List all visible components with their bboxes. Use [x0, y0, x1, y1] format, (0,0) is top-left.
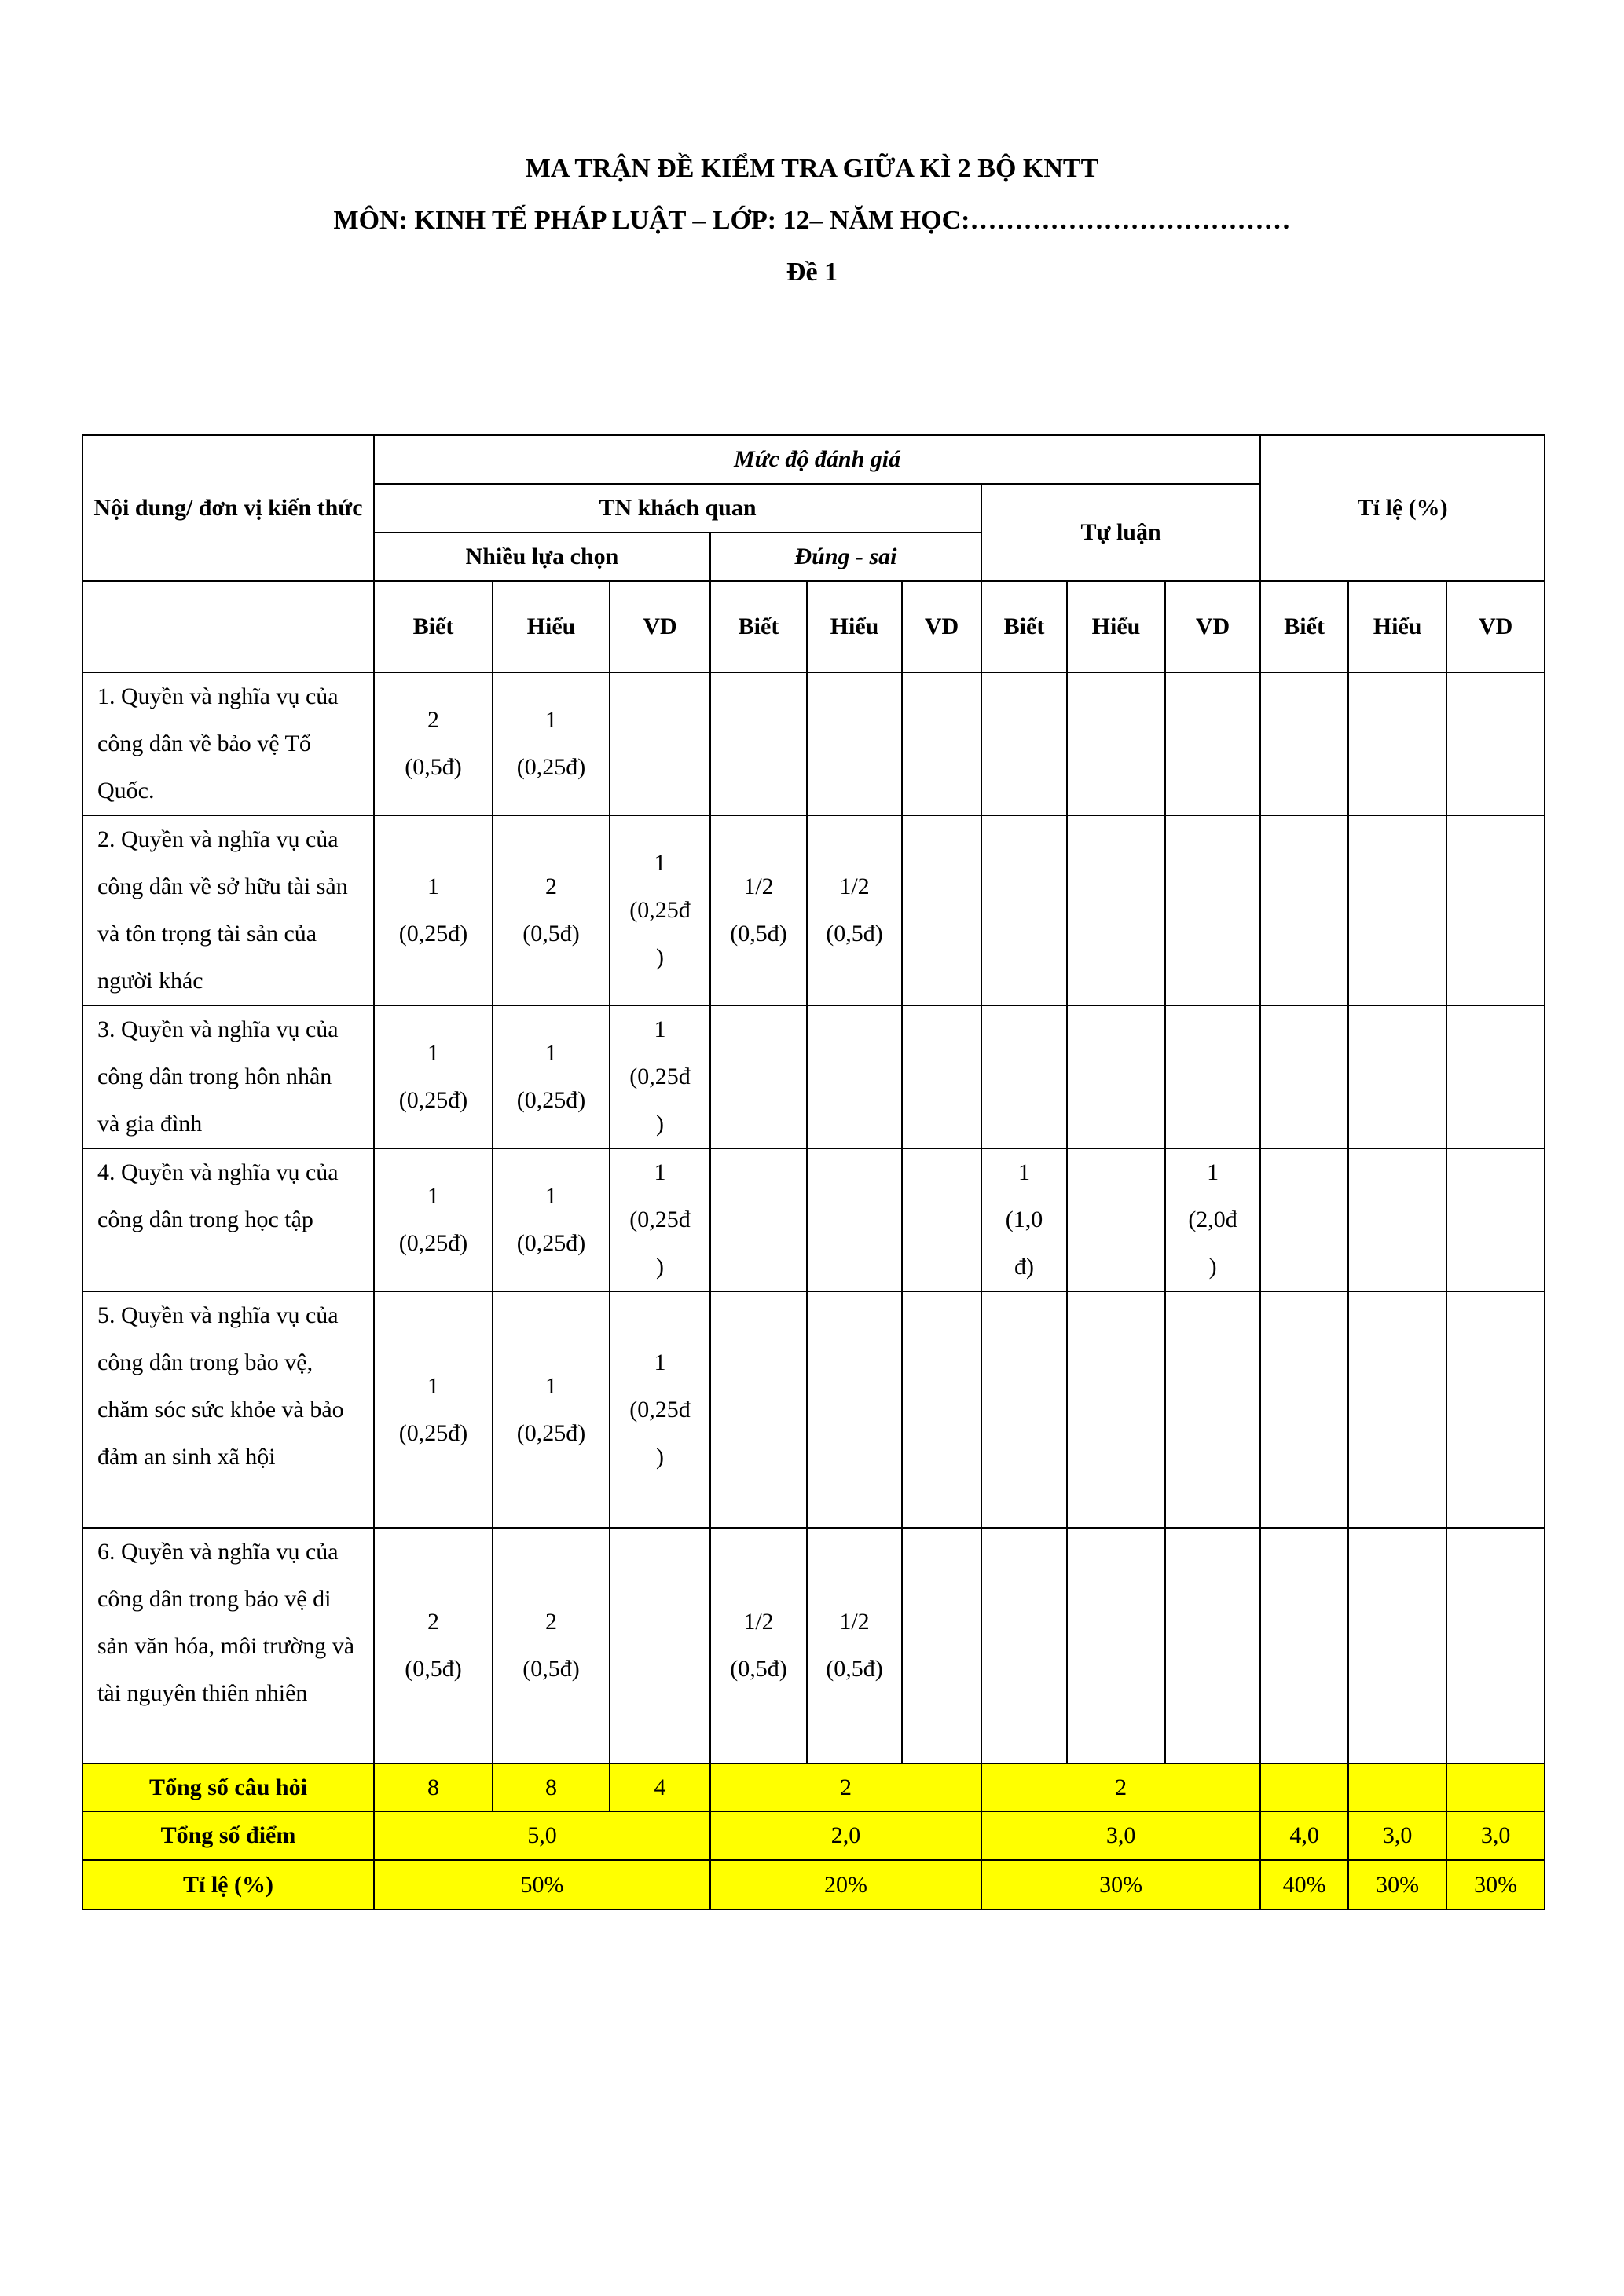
mc-total: 50% — [374, 1860, 710, 1910]
value-cell — [1165, 815, 1260, 1005]
empty-cell — [82, 581, 374, 672]
table-row — [82, 672, 1545, 815]
value-cell — [1067, 1528, 1165, 1763]
value-cell — [1446, 1005, 1545, 1148]
ratio-total: 30% — [1348, 1860, 1446, 1910]
header-level: Mức độ đánh giá — [374, 435, 1260, 484]
header-tn: TN khách quan — [374, 484, 981, 533]
tf-total: 20% — [710, 1860, 981, 1910]
value-cell — [981, 1291, 1067, 1528]
tf-total: 2,0 — [710, 1811, 981, 1860]
value-cell: 2 (0,5đ) — [374, 1528, 493, 1763]
value-cell: 2 (0,5đ) — [374, 672, 493, 815]
level-header: VD — [902, 581, 981, 672]
table-row — [82, 1291, 1545, 1528]
essay-total: 3,0 — [981, 1811, 1260, 1860]
value-cell — [1067, 1148, 1165, 1291]
value-cell: 1 (0,25đ) — [493, 1005, 610, 1148]
essay-total: 2 — [981, 1763, 1260, 1811]
document-title: MA TRẬN ĐỀ KIỂM TRA GIỮA KÌ 2 BỘ KNTT — [525, 154, 1099, 183]
value-cell — [1067, 1291, 1165, 1528]
value-cell — [710, 672, 807, 815]
value-cell — [1067, 1005, 1165, 1148]
value-cell — [1348, 1528, 1446, 1763]
value-cell: 1/2 (0,5đ) — [710, 1528, 807, 1763]
content-label: 2. Quyền và nghĩa vụ của công dân về sở hữu tài sản và tôn trọng tài sản của người khác — [82, 815, 374, 1005]
value-cell — [807, 1148, 902, 1291]
value-cell: 1 (0,25đ) — [374, 1005, 493, 1148]
value-cell — [710, 1148, 807, 1291]
value-cell: 1 (0,25đ ) — [610, 1005, 710, 1148]
level-header: Biết — [374, 581, 493, 672]
header-content: Nội dung/ đơn vị kiến thức — [82, 435, 374, 581]
value-cell — [902, 672, 981, 815]
level-header: VD — [1446, 581, 1545, 672]
total-questions-row-label: Tổng số câu hỏi — [82, 1763, 374, 1811]
ratio-total — [1446, 1763, 1545, 1811]
level-header: Biết — [710, 581, 807, 672]
value-cell — [981, 672, 1067, 815]
value-cell: 2 (0,5đ) — [493, 1528, 610, 1763]
value-cell — [1260, 672, 1348, 815]
value-cell: 1/2 (0,5đ) — [807, 815, 902, 1005]
value-cell — [1446, 1291, 1545, 1528]
ratio-total: 40% — [1260, 1860, 1348, 1910]
value-cell — [981, 1528, 1067, 1763]
mc-total: 8 — [493, 1763, 610, 1811]
value-cell — [1446, 1528, 1545, 1763]
value-cell — [1067, 672, 1165, 815]
value-cell — [1260, 1528, 1348, 1763]
value-cell — [1165, 1291, 1260, 1528]
tf-total: 2 — [710, 1763, 981, 1811]
essay-total: 30% — [981, 1860, 1260, 1910]
value-cell — [902, 1528, 981, 1763]
ratio-total — [1348, 1763, 1446, 1811]
value-cell — [1446, 672, 1545, 815]
value-cell — [981, 815, 1067, 1005]
value-cell — [807, 672, 902, 815]
document-subtitle: MÔN: KINH TẾ PHÁP LUẬT – LỚP: 12– NĂM HỌC:……………………………… — [333, 206, 1291, 235]
value-cell — [1260, 815, 1348, 1005]
level-header: Hiểu — [493, 581, 610, 672]
mc-total: 5,0 — [374, 1811, 710, 1860]
exam-number: Đề 1 — [786, 258, 838, 287]
value-cell — [1260, 1005, 1348, 1148]
total-questions-row — [82, 1763, 1545, 1811]
ratio-total: 4,0 — [1260, 1811, 1348, 1860]
total-points-row — [82, 1811, 1545, 1860]
value-cell — [710, 1291, 807, 1528]
level-header: VD — [610, 581, 710, 672]
value-cell — [1165, 672, 1260, 815]
content-label: 5. Quyền và nghĩa vụ của công dân trong bảo vệ, chăm sóc sức khỏe và bảo đảm an sinh xã hội — [82, 1291, 374, 1528]
value-cell — [902, 1291, 981, 1528]
value-cell: 1 (0,25đ) — [374, 815, 493, 1005]
ratio-total: 3,0 — [1446, 1811, 1545, 1860]
percent-row — [82, 1860, 1545, 1910]
value-cell: 1 (0,25đ) — [374, 1291, 493, 1528]
percent-row-label: Tỉ lệ (%) — [82, 1860, 374, 1910]
value-cell — [981, 1005, 1067, 1148]
value-cell: 1/2 (0,5đ) — [807, 1528, 902, 1763]
value-cell — [902, 815, 981, 1005]
value-cell: 1/2 (0,5đ) — [710, 815, 807, 1005]
ratio-total — [1260, 1763, 1348, 1811]
value-cell — [902, 1148, 981, 1291]
value-cell — [710, 1005, 807, 1148]
level-header: Biết — [1260, 581, 1348, 672]
value-cell: 1 (0,25đ ) — [610, 1291, 710, 1528]
value-cell — [902, 1005, 981, 1148]
value-cell — [1348, 815, 1446, 1005]
value-cell — [1165, 1005, 1260, 1148]
value-cell: 1 (0,25đ ) — [610, 1148, 710, 1291]
value-cell: 2 (0,5đ) — [493, 815, 610, 1005]
value-cell: 1 (0,25đ) — [493, 1291, 610, 1528]
value-cell — [1348, 1148, 1446, 1291]
value-cell — [1260, 1148, 1348, 1291]
level-header: Biết — [981, 581, 1067, 672]
exam-matrix-table — [82, 434, 1545, 1910]
value-cell: 1 (2,0đ ) — [1165, 1148, 1260, 1291]
value-cell: 1 (0,25đ) — [493, 1148, 610, 1291]
value-cell: 1 (1,0 đ) — [981, 1148, 1067, 1291]
ratio-total: 30% — [1446, 1860, 1545, 1910]
ratio-total: 3,0 — [1348, 1811, 1446, 1860]
level-header: Hiểu — [807, 581, 902, 672]
header-multiple-choice: Nhiều lựa chọn — [374, 533, 710, 581]
value-cell — [1067, 815, 1165, 1005]
level-header: Hiểu — [1067, 581, 1165, 672]
value-cell — [1260, 1291, 1348, 1528]
value-cell — [1348, 1291, 1446, 1528]
value-cell — [1165, 1528, 1260, 1763]
value-cell — [610, 1528, 710, 1763]
value-cell: 1 (0,25đ) — [493, 672, 610, 815]
mc-total: 8 — [374, 1763, 493, 1811]
content-label: 4. Quyền và nghĩa vụ của công dân trong học tập — [82, 1148, 374, 1291]
value-cell: 1 (0,25đ) — [374, 1148, 493, 1291]
value-cell — [1446, 815, 1545, 1005]
value-cell — [1446, 1148, 1545, 1291]
header-true-false: Đúng - sai — [710, 533, 981, 581]
table-row — [82, 1005, 1545, 1148]
total-points-row-label: Tổng số điểm — [82, 1811, 374, 1860]
header-essay: Tự luận — [981, 484, 1260, 581]
value-cell — [807, 1005, 902, 1148]
table-row — [82, 815, 1545, 1005]
value-cell — [1348, 1005, 1446, 1148]
header-ratio: Tỉ lệ (%) — [1260, 435, 1545, 581]
mc-total: 4 — [610, 1763, 710, 1811]
content-label: 3. Quyền và nghĩa vụ của công dân trong hôn nhân và gia đình — [82, 1005, 374, 1148]
value-cell — [610, 672, 710, 815]
level-header: VD — [1165, 581, 1260, 672]
content-label: 1. Quyền và nghĩa vụ của công dân về bảo vệ Tổ Quốc. — [82, 672, 374, 815]
value-cell — [807, 1291, 902, 1528]
content-label: 6. Quyền và nghĩa vụ của công dân trong bảo vệ di sản văn hóa, môi trường và tài nguyên thiên nhiên — [82, 1528, 374, 1763]
value-cell: 1 (0,25đ ) — [610, 815, 710, 1005]
value-cell — [1348, 672, 1446, 815]
table-row — [82, 1528, 1545, 1763]
table-row — [82, 1148, 1545, 1291]
level-header: Hiểu — [1348, 581, 1446, 672]
